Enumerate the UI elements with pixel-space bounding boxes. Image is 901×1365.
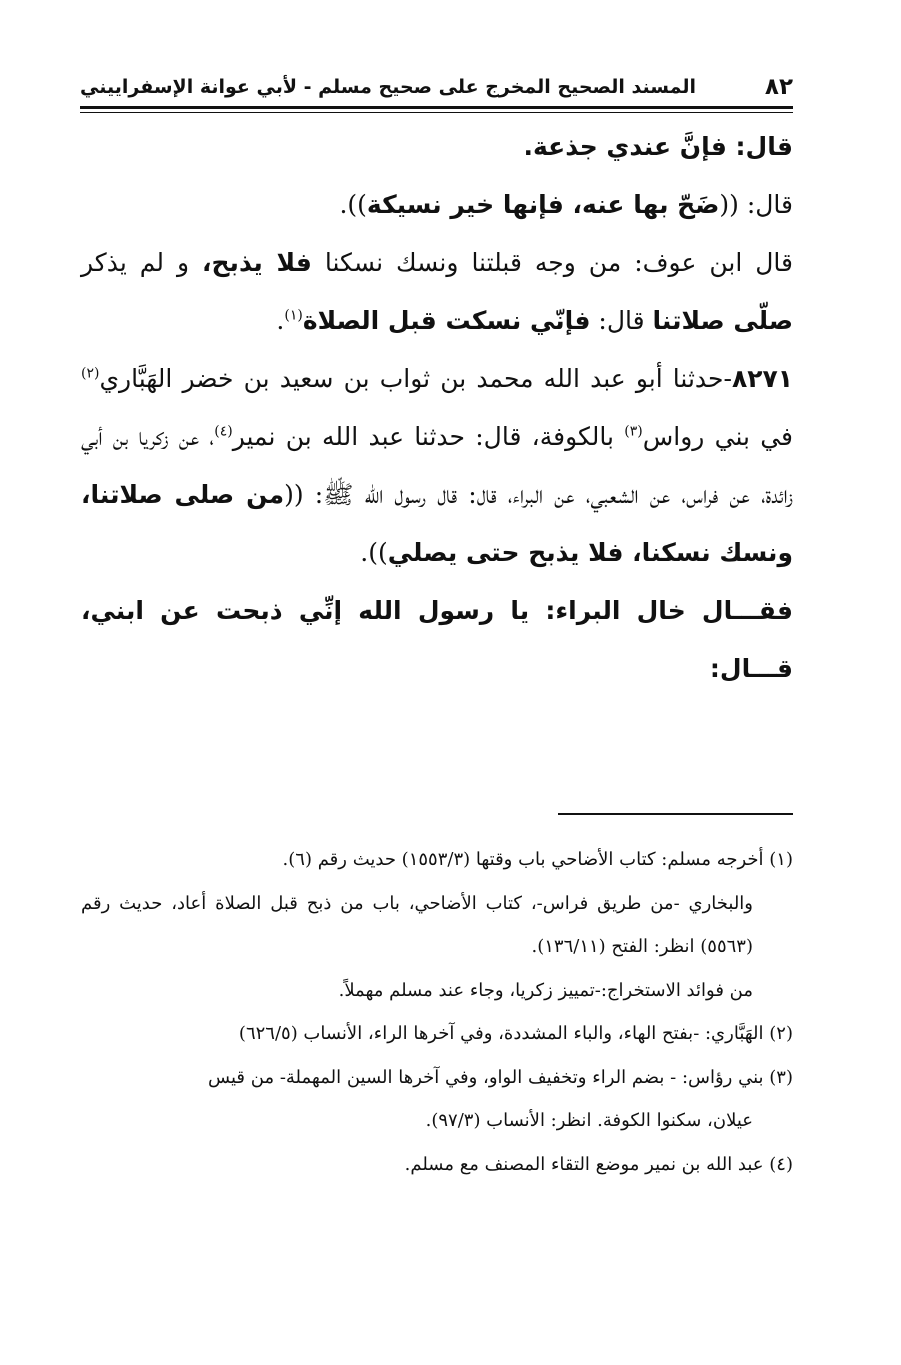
body-line-1 bbox=[81, 118, 793, 176]
line2-open-quote: (( bbox=[719, 190, 739, 219]
para3-bold: فلا يذبح، bbox=[202, 248, 312, 277]
footnote-3: (٣) بني رؤاس: - بضم الراء وتخفيف الواو، وفي آخرها السين المهملة- من قيس bbox=[208, 1066, 793, 1088]
hadith-bold: من صلى صلاتنا، ونسك نسكنا، فلا يذبح حتى يصلي bbox=[81, 480, 793, 567]
hadith-open-quote: (( bbox=[284, 480, 304, 509]
footnote-ref-2[interactable]: (٢) bbox=[81, 365, 100, 382]
hadith-number: ٨٢٧١ bbox=[731, 364, 793, 393]
footnote-separator bbox=[558, 813, 793, 815]
footnote-1-continuation-2: من فوائد الاستخراج:-تمييز زكريا، وجاء عند مسلم مهملاً. bbox=[338, 979, 753, 1001]
para3-text: قال ابن عوف: من وجه قبلتنا ونسك نسكنا bbox=[311, 248, 793, 277]
page-header bbox=[80, 66, 793, 102]
body-line-2 bbox=[81, 176, 793, 234]
hadith-text-4: ، عن زكريا بن أبي زائدة، عن فراس، عن الشعبي، عن البراء، قال: قال رسول الله ﷺ: bbox=[81, 422, 794, 509]
line2-bold: ضَحّ بها عنه، فإنها خير نسيكة bbox=[366, 190, 720, 219]
last-line-text: فقـــال خال البراء: يا رسول الله إنِّي ذبحت عن ابني، قـــال: bbox=[81, 596, 793, 683]
header-rule-thick bbox=[80, 106, 793, 109]
main-text bbox=[81, 118, 793, 698]
line2-prefix: قال: bbox=[738, 190, 793, 219]
footnote-2: (٢) الهَبَّاري: -بفتح الهاء، والباء المشددة، وفي آخرها الراء، الأنساب (٦٢٦/٥) bbox=[238, 1023, 793, 1044]
hadith-text-2: في بني رواس bbox=[642, 422, 793, 451]
para3-text2: و لم يذكر bbox=[81, 248, 203, 277]
body-line-1-text: قال: فإنَّ عندي جذعة. bbox=[523, 132, 793, 161]
line2-close-quote: )). bbox=[339, 190, 367, 219]
header-rule-thin bbox=[80, 112, 793, 113]
footnotes bbox=[81, 838, 793, 1186]
para3-bold3: فإنّي نسكت قبل الصلاة bbox=[302, 306, 591, 335]
para3-bold2: صلّى صلاتنا bbox=[652, 306, 793, 335]
running-title: المسند الصحيح المخرج على صحيح مسلم - لأبي عوانة الإسفراييني bbox=[80, 76, 696, 98]
footnote-3-continuation: عيلان، سكنوا الكوفة. انظر: الأنساب (٩٧/٣). bbox=[425, 1110, 753, 1131]
page-number: ٨٢ bbox=[764, 74, 793, 100]
hadith-close-quote: )). bbox=[360, 538, 388, 567]
hadith-text-1: -حدثنا أبو عبد الله محمد بن ثواب بن سعيد بن خضر الهَبَّاري bbox=[99, 364, 732, 393]
hadith-paragraph bbox=[81, 350, 793, 582]
footnote-1: (١) أخرجه مسلم: كتاب الأضاحي باب وقتها (١٥٥٣/٣) حديث رقم (٦). bbox=[282, 849, 793, 870]
footnote-ref-4[interactable]: (٤) bbox=[214, 423, 233, 440]
para3-text3: قال: bbox=[590, 306, 653, 335]
footnote-ref-1[interactable]: (١) bbox=[284, 307, 303, 324]
body-last-line bbox=[81, 582, 793, 698]
footnote-ref-3[interactable]: (٣) bbox=[624, 423, 643, 440]
footnote-1-continuation-1: والبخاري -من طريق فراس-، كتاب الأضاحي، باب من ذبح قبل الصلاة أعاد، حديث رقم (٥٥٦٣) انظر: الفتح (١٣٦/١١). bbox=[81, 892, 753, 957]
footnote-4: (٤) عبد الله بن نمير موضع التقاء المصنف مع مسلم. bbox=[404, 1153, 793, 1175]
hadith-text-3: بالكوفة، قال: حدثنا عبد الله بن نمير bbox=[232, 422, 625, 451]
body-paragraph-3 bbox=[81, 234, 793, 350]
para3-end: . bbox=[276, 306, 285, 335]
